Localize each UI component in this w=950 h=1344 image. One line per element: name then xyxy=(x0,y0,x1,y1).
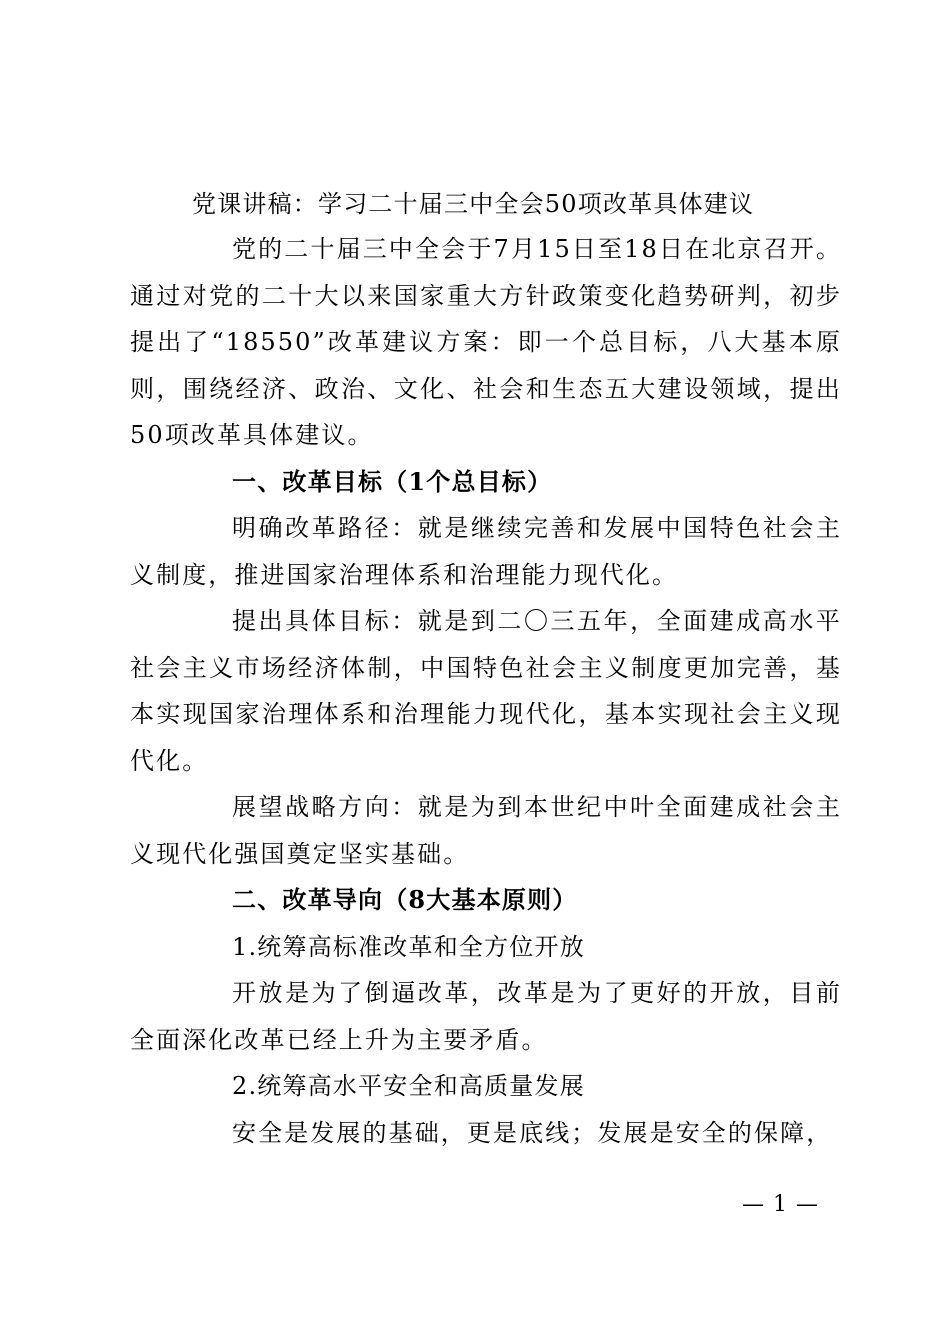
section-1-heading: 一、改革目标（1个总目标） xyxy=(232,466,553,496)
principle-1-text: 开放是为了倒逼改革，改革是为了更好的开放，目前全面深化改革已经上升为主要矛盾。 xyxy=(130,979,842,1054)
page-number: — 1 — xyxy=(742,1192,819,1217)
principle-2-text: 安全是发展的基础，更是底线；发展是安全的保障， xyxy=(232,1118,833,1147)
section-1-paragraph-2: 提出具体目标：就是到二〇三五年，全面建成高水平社会主义市场经济体制，中国特色社会主义制度更加完善，基本实现国家治理体系和治理能力现代化，基本实现社会主义现代化。 xyxy=(130,607,842,775)
section-1-paragraph-1: 明确改革路径：就是继续完善和发展中国特色社会主义制度，推进国家治理体系和治理能力现代化。 xyxy=(130,514,842,589)
document-title: 党课讲稿：学习二十届三中全会50项改革具体建议 xyxy=(192,190,755,218)
section-2-heading: 二、改革导向（8大基本原则） xyxy=(232,885,578,914)
principle-2-title: 2.统筹高水平安全和高质量发展 xyxy=(232,1072,585,1100)
intro-paragraph: 党的二十届三中全会于7月15日至18日在北京召开。通过对党的二十大以来国家重大方针政策变化趋势研判，初步提出了“18550”改革建议方案：即一个总目标，八大基本原则，围绕经济、政治、文化、社会和生态五大建设领域，提出50项改革具体建议。 xyxy=(130,235,842,449)
document-body xyxy=(130,182,842,1156)
section-1-paragraph-3: 展望战略方向：就是为到本世纪中叶全面建成社会主义现代化强国奠定坚实基础。 xyxy=(130,793,842,868)
principle-1-title: 1.统筹高标准改革和全方位开放 xyxy=(232,932,585,961)
